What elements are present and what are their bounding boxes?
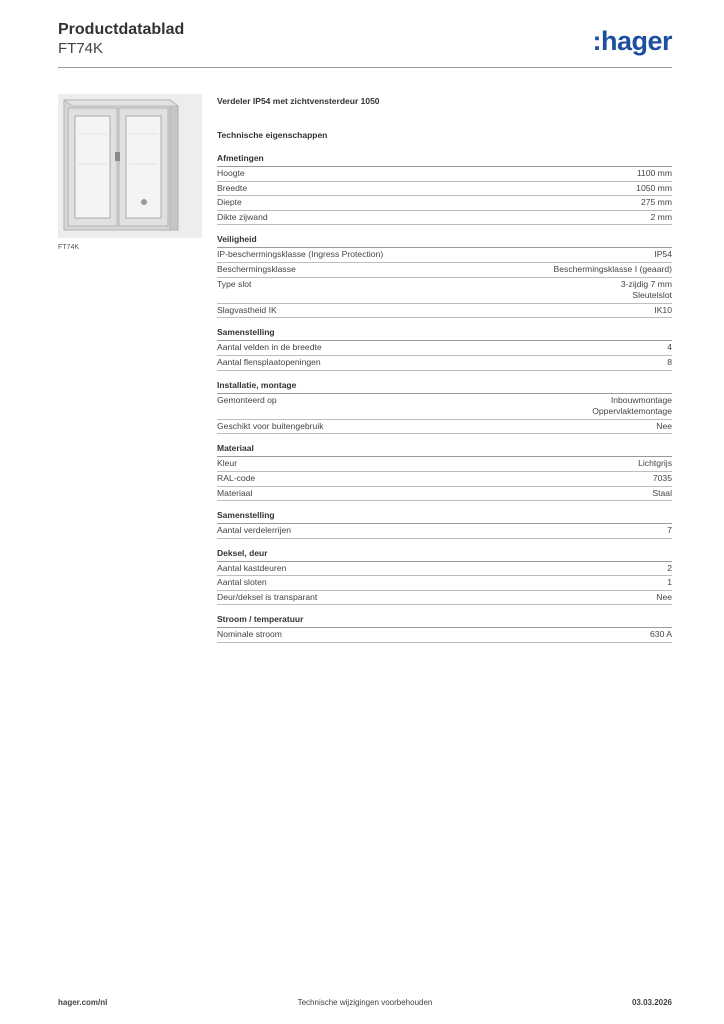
spec-value: 1050 mm: [636, 182, 672, 193]
image-caption: FT74K: [58, 244, 80, 251]
spec-value: 4: [667, 342, 672, 353]
spec-label: Aantal velden in de breedte: [217, 342, 322, 353]
spec-row: [217, 182, 672, 197]
spec-label: Slagvastheid IK: [217, 304, 277, 315]
spec-value: 7: [667, 525, 672, 536]
spec-label: Nominale stroom: [217, 629, 282, 640]
spec-sections: [217, 153, 672, 643]
page-title: Productdatablad: [58, 21, 185, 38]
spec-label: Kleur: [217, 458, 238, 469]
spec-section: [217, 510, 672, 539]
spec-row: [217, 524, 672, 539]
product-code: FT74K: [58, 40, 104, 57]
spec-row: [217, 341, 672, 356]
section-title: Samenstelling: [217, 327, 672, 341]
spec-label: Diepte: [217, 197, 242, 208]
spec-row: [217, 591, 672, 606]
section-title: Installatie, montage: [217, 380, 672, 394]
spec-row: [217, 394, 672, 420]
spec-value: 2 mm: [650, 211, 672, 222]
product-name: Verdeler IP54 met zichtvensterdeur 1050: [217, 96, 380, 106]
spec-value: Staal: [652, 487, 672, 498]
header-divider: [58, 67, 672, 68]
spec-value: Beschermingsklasse I (geaard): [553, 263, 672, 274]
spec-value: Nee: [656, 591, 672, 602]
spec-row: [217, 278, 672, 304]
spec-label: Type slot: [217, 278, 252, 289]
spec-value: Lichtgrijs: [638, 458, 672, 469]
spec-label: Geschikt voor buitengebruik: [217, 420, 324, 431]
spec-row: [217, 562, 672, 577]
spec-row: [217, 196, 672, 211]
footer-website: hager.com/nl: [58, 998, 108, 1007]
spec-row: [217, 487, 672, 502]
spec-label: Breedte: [217, 182, 248, 193]
spec-row: [217, 472, 672, 487]
spec-row: [217, 211, 672, 226]
spec-label: Deur/deksel is transparant: [217, 591, 318, 602]
spec-label: Aantal flensplaatopeningen: [217, 356, 321, 367]
spec-section: [217, 380, 672, 435]
spec-label: Dikte zijwand: [217, 211, 268, 222]
spec-value: Nee: [656, 420, 672, 431]
spec-value: 7035: [652, 472, 672, 483]
spec-section: [217, 153, 672, 225]
spec-content: [217, 96, 672, 643]
spec-row: [217, 457, 672, 472]
spec-row: [217, 356, 672, 371]
logo-text: hager: [600, 26, 672, 56]
section-title: Veiligheid: [217, 234, 672, 248]
spec-label: Gemonteerd op: [217, 394, 277, 405]
spec-label: Aantal sloten: [217, 577, 267, 588]
spec-row: [217, 167, 672, 182]
spec-section: [217, 548, 672, 606]
spec-label: Aantal kastdeuren: [217, 562, 287, 573]
spec-value: 2: [667, 562, 672, 573]
spec-section: [217, 614, 672, 643]
spec-value: IK10: [654, 304, 672, 315]
page-footer: [58, 998, 672, 1010]
section-title: Materiaal: [217, 443, 672, 457]
spec-value: 3-zijdig 7 mm Sleutelslot: [620, 278, 672, 301]
spec-row: [217, 263, 672, 278]
spec-row: [217, 576, 672, 591]
spec-label: Aantal verdelerrijen: [217, 525, 292, 536]
spec-row: [217, 304, 672, 319]
section-title: Afmetingen: [217, 153, 672, 167]
spec-value: Inbouwmontage Oppervlaktemontage: [592, 394, 672, 417]
spec-value: 1100 mm: [636, 168, 672, 178]
spec-value: 630 A: [650, 629, 672, 640]
spec-value: 8: [667, 356, 672, 367]
spec-section: [217, 443, 672, 501]
footer-date: 03.03.2026: [631, 998, 672, 1007]
product-image: [58, 94, 202, 238]
footer-disclaimer: Technische wijzigingen voorbehouden: [297, 998, 433, 1007]
spec-row: [217, 628, 672, 643]
page-header: [58, 20, 672, 58]
spec-label: Materiaal: [217, 487, 253, 498]
section-title: Stroom / temperatuur: [217, 614, 672, 628]
spec-label: Beschermingsklasse: [217, 263, 296, 274]
spec-value: 275 mm: [640, 197, 672, 208]
spec-label: RAL-code: [217, 472, 256, 483]
spec-value: 1: [667, 577, 672, 588]
spec-row: [217, 420, 672, 435]
hager-logo: :hager: [592, 26, 672, 56]
spec-section: [217, 234, 672, 318]
section-title: Samenstelling: [217, 510, 672, 524]
technical-properties-heading: Technische eigenschappen: [217, 130, 328, 140]
spec-value: IP54: [654, 249, 672, 260]
spec-row: [217, 248, 672, 263]
spec-label: IP-beschermingsklasse (Ingress Protection): [217, 249, 384, 260]
spec-section: [217, 327, 672, 370]
spec-label: Hoogte: [217, 168, 245, 178]
section-title: Deksel, deur: [217, 548, 672, 562]
